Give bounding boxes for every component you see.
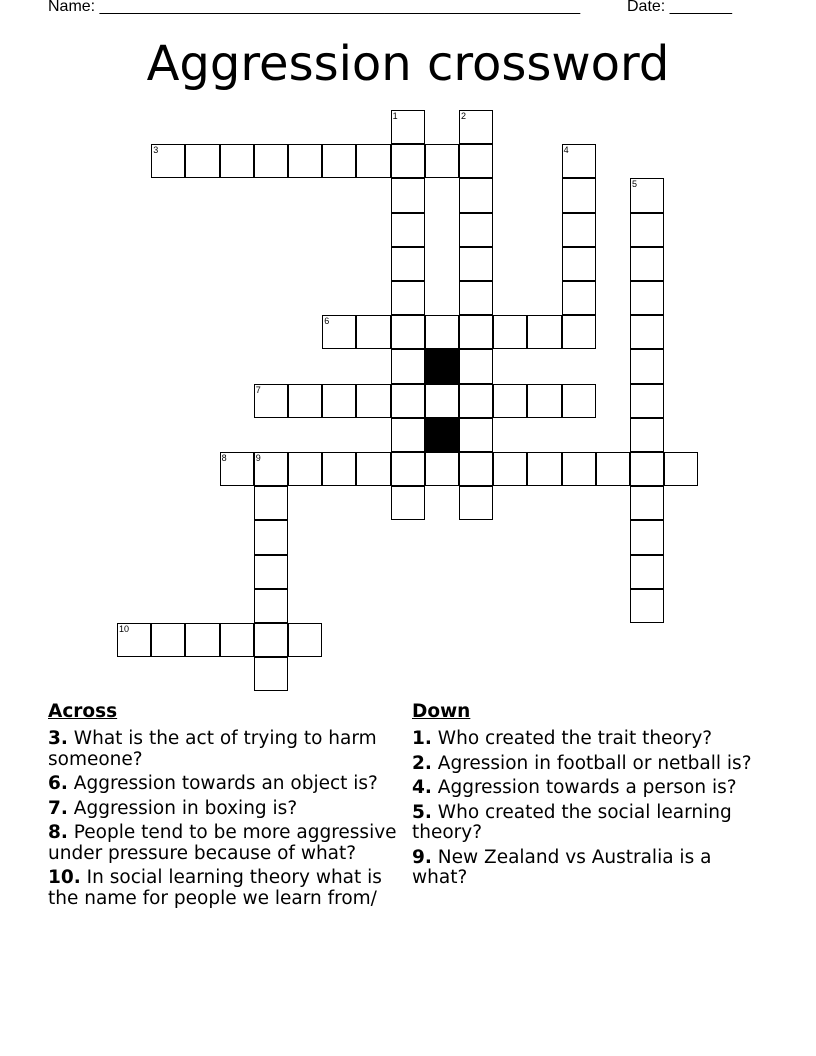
across-heading: Across [48, 701, 118, 722]
answer-square[interactable] [254, 384, 288, 418]
answer-square[interactable] [425, 384, 459, 418]
down-clue-5 [412, 803, 762, 844]
down-clue-2 [412, 754, 762, 775]
name-field: Name: ______________________________________________________ [48, 0, 581, 15]
answer-square[interactable] [391, 144, 425, 178]
answer-square[interactable] [220, 144, 254, 178]
answer-square[interactable] [630, 349, 664, 383]
answer-square[interactable] [562, 384, 596, 418]
answer-square[interactable] [630, 213, 664, 247]
answer-square[interactable] [562, 178, 596, 212]
clue-text: Aggression towards an object is? [73, 773, 378, 794]
answer-square[interactable] [425, 315, 459, 349]
answer-square[interactable] [391, 247, 425, 281]
answer-square[interactable] [288, 623, 322, 657]
answer-square[interactable] [630, 520, 664, 554]
clue-number: 5. [412, 801, 432, 823]
answer-square[interactable] [527, 384, 561, 418]
answer-square[interactable] [391, 486, 425, 520]
answer-square[interactable] [459, 418, 493, 452]
answer-square[interactable] [356, 315, 390, 349]
answer-square[interactable] [562, 247, 596, 281]
answer-square[interactable] [220, 623, 254, 657]
down-clue-9 [412, 848, 762, 889]
answer-square[interactable] [459, 315, 493, 349]
answer-square[interactable] [493, 452, 527, 486]
answer-square[interactable] [459, 178, 493, 212]
down-heading: Down [412, 701, 471, 722]
answer-square[interactable] [288, 384, 322, 418]
clue-number: 9. [412, 846, 432, 868]
answer-square[interactable] [391, 349, 425, 383]
answer-square[interactable] [254, 657, 288, 691]
clue-number-label: 1 [392, 111, 398, 121]
answer-square[interactable] [630, 452, 664, 486]
clue-text: What is the act of trying to harm someone? [48, 728, 377, 770]
answer-square[interactable] [254, 589, 288, 623]
answer-square[interactable] [562, 144, 596, 178]
answer-square[interactable] [356, 384, 390, 418]
answer-square[interactable] [185, 623, 219, 657]
answer-square[interactable] [254, 452, 288, 486]
answer-square[interactable] [391, 281, 425, 315]
answer-square[interactable] [391, 315, 425, 349]
clue-number: 1. [412, 728, 432, 749]
across-clues [48, 701, 398, 913]
answer-square[interactable] [254, 623, 288, 657]
answer-square[interactable] [630, 418, 664, 452]
answer-square[interactable] [459, 247, 493, 281]
answer-square[interactable] [493, 315, 527, 349]
answer-square[interactable] [630, 384, 664, 418]
clue-number-label: 8 [221, 453, 227, 463]
answer-square[interactable] [220, 452, 254, 486]
answer-square[interactable] [527, 315, 561, 349]
answer-square[interactable] [527, 452, 561, 486]
answer-square[interactable] [459, 281, 493, 315]
down-clue-1 [412, 729, 762, 750]
answer-square[interactable] [288, 452, 322, 486]
answer-square[interactable] [630, 247, 664, 281]
clue-text: Agression in football or netball is? [437, 752, 752, 774]
answer-square[interactable] [562, 213, 596, 247]
answer-square[interactable] [254, 486, 288, 520]
answer-square[interactable] [459, 384, 493, 418]
answer-square[interactable] [391, 110, 425, 144]
down-clue-4 [412, 778, 762, 799]
clue-number: 8. [48, 822, 68, 843]
clue-text: Aggression towards a person is? [437, 777, 737, 798]
clue-text: Aggression in boxing is? [73, 797, 298, 819]
answer-square[interactable] [117, 623, 151, 657]
answer-square[interactable] [391, 213, 425, 247]
answer-square[interactable] [596, 452, 630, 486]
clue-number-label: 5 [632, 179, 638, 190]
answer-square[interactable] [630, 178, 664, 212]
down-clues [412, 701, 762, 893]
answer-square[interactable] [151, 623, 185, 657]
answer-square[interactable] [493, 384, 527, 418]
answer-square[interactable] [562, 281, 596, 315]
clue-number-label: 3 [153, 145, 159, 156]
answer-square[interactable] [356, 452, 390, 486]
answer-square[interactable] [562, 452, 596, 486]
answer-square[interactable] [322, 452, 356, 486]
black-square [425, 349, 459, 383]
clue-text: Who created the social learning theory? [412, 801, 732, 843]
answer-square[interactable] [356, 144, 390, 178]
clue-number-label: 2 [461, 111, 467, 121]
answer-square[interactable] [630, 486, 664, 520]
clue-number: 2. [412, 752, 432, 774]
clue-number-label: 9 [255, 453, 261, 463]
answer-square[interactable] [322, 384, 356, 418]
answer-square[interactable] [254, 144, 288, 178]
answer-square[interactable] [459, 486, 493, 520]
clue-number-label: 6 [324, 316, 330, 327]
clue-number: 4. [412, 777, 432, 798]
answer-square[interactable] [630, 281, 664, 315]
answer-square[interactable] [391, 384, 425, 418]
clue-text: Who created the trait theory? [437, 728, 713, 749]
answer-square[interactable] [459, 110, 493, 144]
clue-number-label: 10 [119, 624, 130, 634]
answer-square[interactable] [391, 452, 425, 486]
across-clue-8 [48, 823, 398, 864]
answer-square[interactable] [425, 144, 459, 178]
answer-square[interactable] [664, 452, 698, 486]
page-title: Aggression crossword [146, 36, 670, 92]
answer-square[interactable] [391, 178, 425, 212]
answer-square[interactable] [322, 315, 356, 349]
answer-square[interactable] [425, 452, 459, 486]
clue-text: New Zealand vs Australia is a what? [412, 846, 712, 888]
answer-square[interactable] [459, 213, 493, 247]
clue-number-label: 4 [563, 145, 569, 156]
clue-number: 3. [48, 728, 68, 749]
answer-square[interactable] [630, 555, 664, 589]
answer-square[interactable] [459, 144, 493, 178]
across-clue-6 [48, 774, 398, 795]
answer-square[interactable] [630, 315, 664, 349]
answer-square[interactable] [254, 520, 288, 554]
answer-square[interactable] [459, 349, 493, 383]
black-square [425, 418, 459, 452]
answer-square[interactable] [322, 144, 356, 178]
clue-number: 10. [48, 867, 81, 888]
across-clue-7 [48, 799, 398, 820]
answer-square[interactable] [288, 144, 322, 178]
answer-square[interactable] [185, 144, 219, 178]
clue-text: People tend to be more aggressive under pressure because of what? [48, 822, 397, 864]
across-clue-10 [48, 868, 398, 909]
clue-number: 7. [48, 797, 68, 819]
answer-square[interactable] [254, 555, 288, 589]
answer-square[interactable] [562, 315, 596, 349]
answer-square[interactable] [630, 589, 664, 623]
answer-square[interactable] [391, 418, 425, 452]
clue-number-label: 7 [255, 384, 261, 395]
answer-square[interactable] [459, 452, 493, 486]
across-clue-3 [48, 729, 398, 770]
clue-number: 6. [48, 773, 68, 794]
date-field: Date: _______ [627, 0, 732, 15]
answer-square[interactable] [151, 144, 185, 178]
clue-text: In social learning theory what is the name for people we learn from/ [48, 867, 382, 909]
